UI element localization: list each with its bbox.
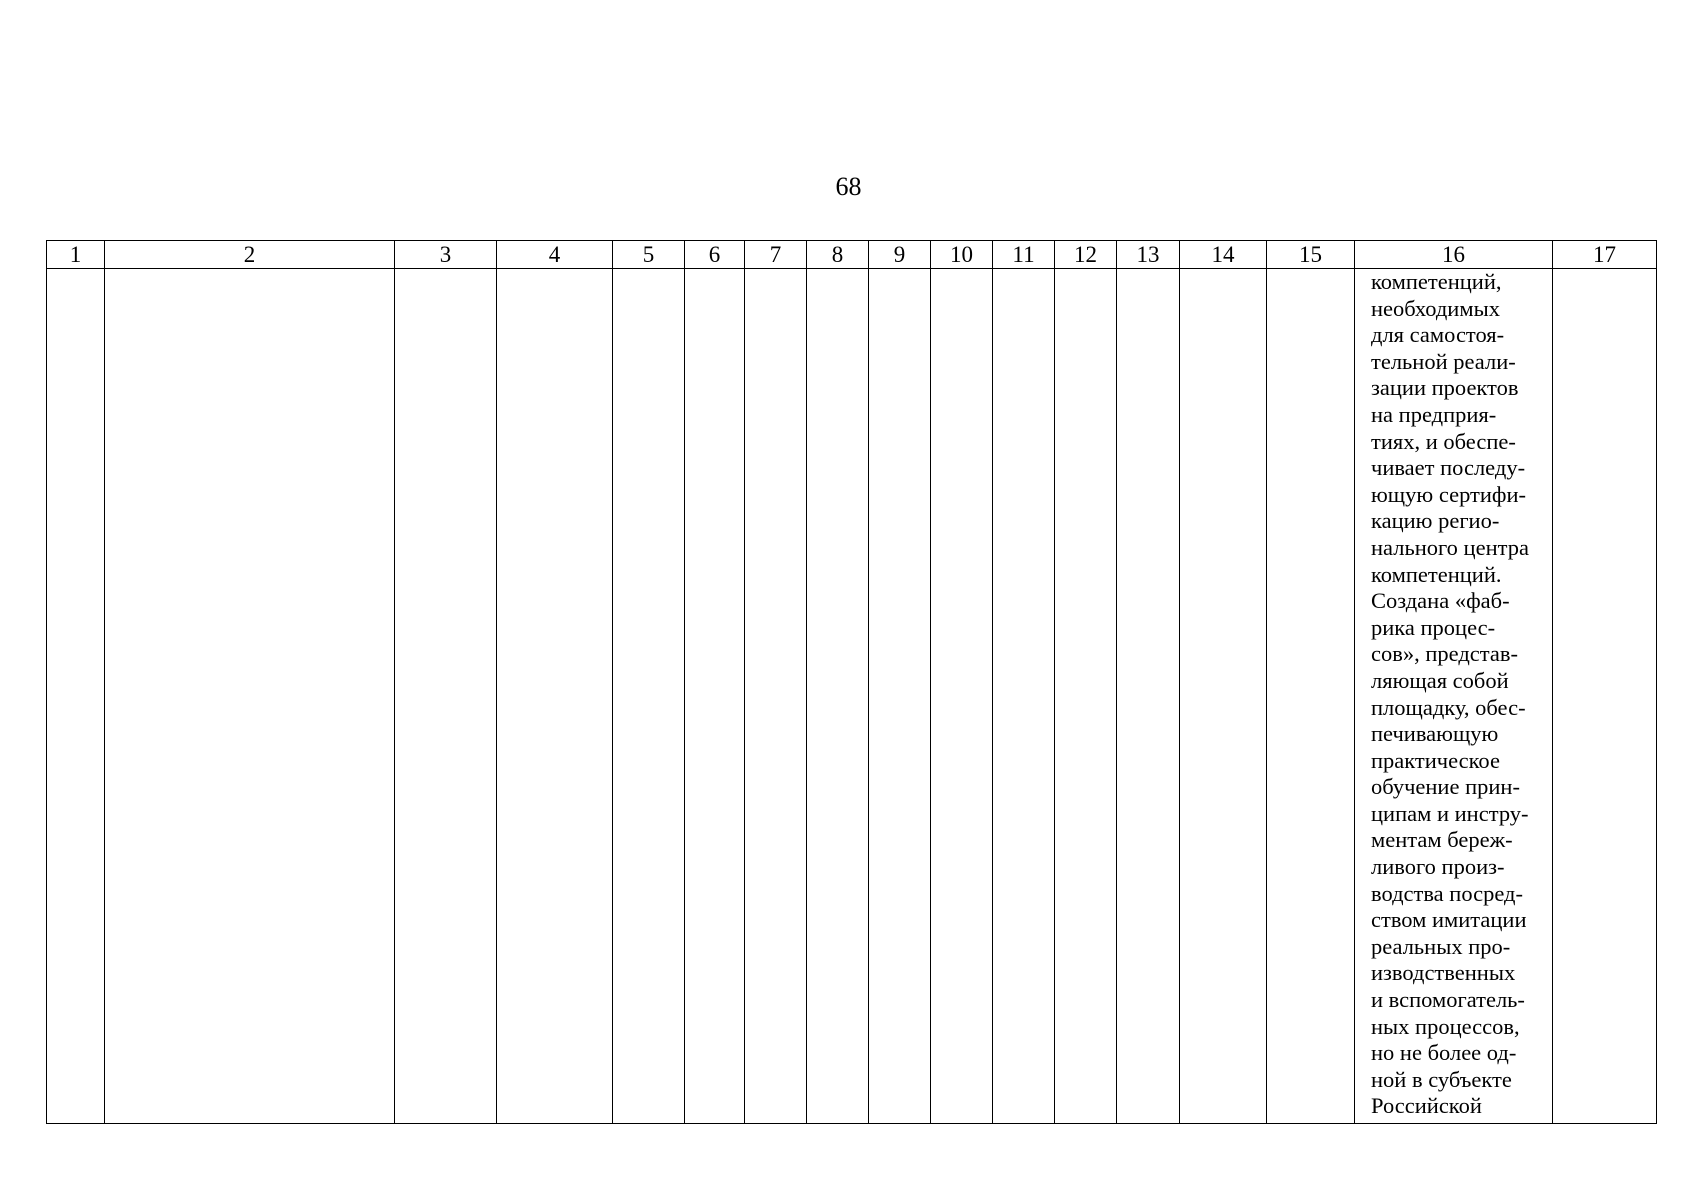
text-line: и вспомогатель- (1371, 987, 1525, 1013)
table-cell (613, 269, 685, 1124)
column-header: 8 (807, 241, 869, 269)
text-line: ющую сертифи- (1371, 481, 1527, 507)
table-cell (931, 269, 993, 1124)
column-header: 3 (395, 241, 497, 269)
table-cell (869, 269, 931, 1124)
table-cell (1117, 269, 1180, 1124)
text-line: Создана «фаб- (1371, 588, 1510, 614)
text-line: для самостоя- (1371, 322, 1505, 348)
text-line: ливого произ- (1371, 854, 1505, 880)
header-row (47, 241, 1657, 269)
table-cell (1180, 269, 1267, 1124)
text-line: нального центра (1371, 534, 1529, 560)
column-header: 5 (613, 241, 685, 269)
table-cell-column-16 (1355, 269, 1553, 1124)
table-cell (807, 269, 869, 1124)
text-line: но не более од- (1371, 1040, 1517, 1066)
column-header: 4 (497, 241, 613, 269)
column-header: 13 (1117, 241, 1180, 269)
text-line: рика процес- (1371, 614, 1496, 640)
text-line: площадку, обес- (1371, 694, 1526, 720)
text-line: реальных про- (1371, 933, 1511, 959)
column-header: 10 (931, 241, 993, 269)
text-line: ментам береж- (1371, 827, 1513, 853)
text-line: тельной реали- (1371, 348, 1516, 374)
table-cell (685, 269, 745, 1124)
table-cell (1553, 269, 1657, 1124)
table-cell (1055, 269, 1117, 1124)
table-row (47, 269, 1657, 1124)
text-line: Российской (1371, 1093, 1482, 1119)
data-table (46, 240, 1657, 1124)
column-header: 12 (1055, 241, 1117, 269)
column-header: 1 (47, 241, 105, 269)
text-line: ством имитации (1371, 907, 1527, 933)
text-line: сов», представ- (1371, 641, 1518, 667)
text-line: обучение прин- (1371, 774, 1520, 800)
text-line: ципам и инстру- (1371, 800, 1529, 826)
page-number: 68 (835, 172, 862, 201)
text-line: необходимых (1371, 295, 1500, 321)
column-header: 17 (1553, 241, 1657, 269)
text-line: кацию регио- (1371, 508, 1500, 534)
text-line: изводственных (1371, 960, 1516, 986)
column-header: 16 (1355, 241, 1553, 269)
column-header: 2 (105, 241, 395, 269)
column-header: 15 (1267, 241, 1355, 269)
column-header: 11 (993, 241, 1055, 269)
table-cell (1267, 269, 1355, 1124)
column-header: 6 (685, 241, 745, 269)
text-line: печивающую (1371, 721, 1499, 747)
table-cell (395, 269, 497, 1124)
text-line: компетенций, (1371, 269, 1502, 294)
text-line: на предприя- (1371, 401, 1497, 427)
text-line: ной в субъекте (1371, 1066, 1512, 1092)
column-header: 9 (869, 241, 931, 269)
table-cell (47, 269, 105, 1124)
column-header: 7 (745, 241, 807, 269)
table-cell (745, 269, 807, 1124)
column-header: 14 (1180, 241, 1267, 269)
table-cell (105, 269, 395, 1124)
table-cell (497, 269, 613, 1124)
text-line: зации проектов (1371, 375, 1519, 401)
text-line: практическое (1371, 747, 1500, 773)
text-line: тиях, и обеспе- (1371, 428, 1516, 454)
text-line: ных процессов, (1371, 1013, 1520, 1039)
text-line: ляющая собой (1371, 667, 1509, 693)
text-line: чивает последу- (1371, 455, 1526, 481)
table-cell (993, 269, 1055, 1124)
text-line: компетенций. (1371, 561, 1502, 587)
text-line: водства посред- (1371, 880, 1523, 906)
